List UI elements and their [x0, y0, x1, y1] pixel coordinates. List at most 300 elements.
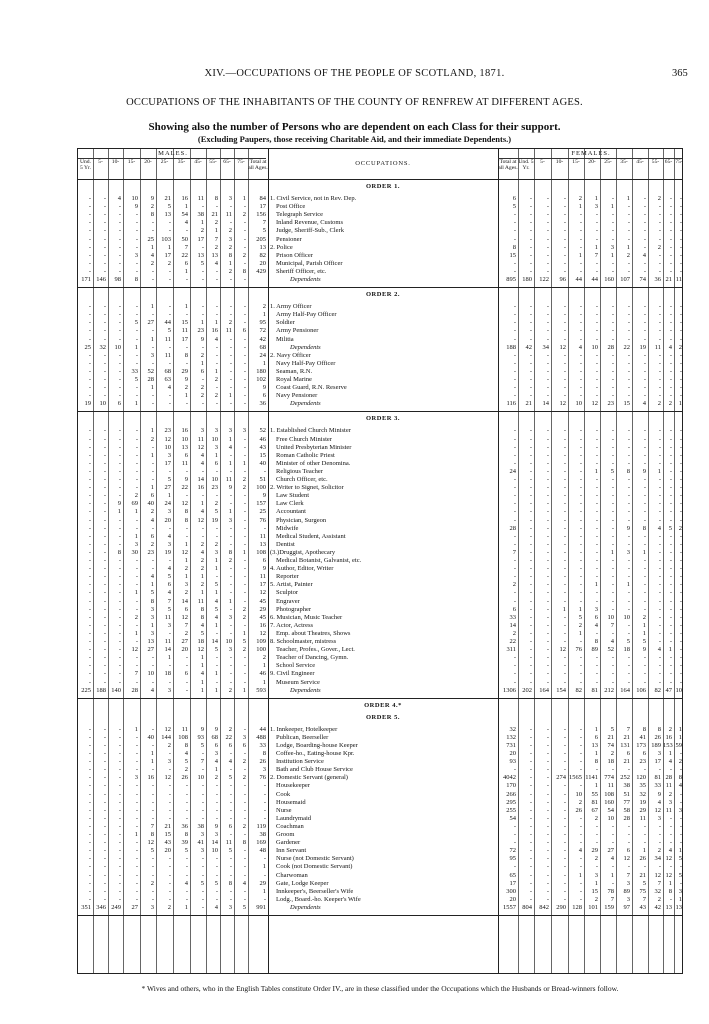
male-count-cell: - — [118, 327, 121, 335]
male-count-cell: - — [135, 211, 138, 219]
male-count-cell: - — [201, 203, 204, 211]
male-count-cell: 2 — [242, 646, 246, 654]
female-count-cell: - — [611, 629, 614, 637]
female-count-cell: 32 — [639, 790, 646, 798]
female-count-cell: - — [643, 766, 646, 774]
male-count-cell: 42 — [259, 335, 266, 343]
female-count-cell: - — [658, 557, 661, 564]
male-count-cell: - — [103, 733, 106, 741]
female-count-cell: 54 — [607, 806, 614, 814]
female-count-cell: - — [669, 476, 672, 483]
female-count-cell: - — [563, 573, 566, 581]
female-count-cell: - — [595, 335, 598, 343]
male-count-cell: 41 — [197, 839, 204, 847]
male-count-cell: - — [118, 251, 121, 259]
female-count-cell: 8 — [657, 725, 661, 733]
male-count-cell: - — [103, 573, 106, 581]
female-count-cell: - — [595, 319, 598, 327]
male-count-cell: - — [185, 467, 188, 475]
page-subtitle: Showing also the number of Persons who are dependent on each Class for their support. — [148, 121, 561, 133]
female-count-cell: - — [563, 203, 566, 211]
male-count-cell: 1 — [200, 359, 204, 367]
female-count-cell: - — [627, 367, 630, 375]
male-count-cell: 6 — [184, 605, 188, 613]
female-count-cell: - — [643, 532, 646, 540]
female-count-cell: - — [546, 508, 549, 516]
male-count-cell: - — [168, 678, 171, 686]
male-count-cell: 2 — [242, 774, 246, 782]
male-count-cell: 8 — [134, 276, 138, 283]
male-count-cell: - — [263, 814, 266, 822]
male-count-cell: - — [88, 203, 91, 211]
female-count-cell: - — [611, 484, 614, 492]
male-count-cell: 27 — [131, 903, 138, 911]
male-count-cell: 3 — [228, 427, 232, 435]
female-count-cell: 2 — [678, 343, 682, 351]
male-count-cell: 3 — [167, 508, 171, 516]
female-count-cell: - — [658, 392, 661, 400]
female-count-cell: - — [546, 654, 549, 662]
female-count-cell: 4 — [642, 251, 646, 259]
male-count-cell: 26 — [181, 774, 188, 782]
female-count-cell: - — [627, 451, 630, 459]
male-count-cell: 40 — [147, 500, 154, 508]
female-count-cell: - — [529, 532, 532, 540]
female-count-cell: 895 — [506, 276, 516, 283]
female-count-cell: - — [627, 565, 630, 573]
female-count-cell: - — [546, 597, 549, 605]
female-count-cell: - — [669, 500, 672, 508]
female-count-cell: - — [643, 451, 646, 459]
table-row — [78, 436, 684, 444]
female-count-cell: - — [669, 384, 672, 392]
male-count-cell: - — [243, 451, 246, 459]
male-count-cell: 38 — [259, 831, 266, 838]
male-count-cell: - — [88, 319, 91, 327]
female-count-cell: - — [669, 492, 672, 500]
female-count-cell: 804 — [522, 903, 532, 911]
male-count-cell: - — [243, 662, 246, 670]
male-count-cell: 4 — [167, 589, 171, 597]
male-count-cell: - — [135, 384, 138, 392]
female-count-cell: - — [546, 638, 549, 645]
dependents-row — [78, 344, 684, 352]
table-row — [78, 799, 684, 807]
male-count-cell: 3 — [228, 235, 232, 243]
female-count-cell: - — [595, 508, 598, 516]
male-count-cell: - — [88, 392, 91, 400]
female-count-cell: 26 — [639, 855, 646, 863]
female-count-cell: 1 — [594, 879, 598, 887]
male-count-cell: 32 — [99, 343, 106, 351]
male-count-cell: - — [88, 467, 91, 475]
male-count-cell: 1 — [134, 629, 138, 637]
male-count-cell: 2 — [150, 540, 154, 548]
male-count-cell: - — [135, 303, 138, 311]
female-count-cell: - — [627, 662, 630, 670]
female-count-cell: - — [611, 540, 614, 548]
male-count-cell: - — [185, 311, 188, 319]
female-count-cell: - — [563, 790, 566, 798]
male-count-cell: - — [243, 863, 246, 871]
male-count-cell: 11 — [225, 476, 232, 483]
male-count-cell: - — [243, 573, 246, 581]
male-count-cell: 2 — [150, 435, 154, 443]
male-count-cell: - — [243, 524, 246, 532]
female-count-cell: 12 — [665, 871, 672, 879]
male-count-cell: 68 — [164, 367, 171, 375]
female-count-cell: 6 — [594, 733, 598, 741]
male-count-cell: - — [135, 259, 138, 267]
male-count-cell: - — [103, 782, 106, 790]
male-count-cell: - — [229, 467, 232, 475]
female-count-cell: - — [679, 235, 682, 243]
female-count-cell: - — [679, 384, 682, 392]
male-count-cell: - — [135, 654, 138, 662]
female-count-cell: 311 — [506, 646, 516, 654]
female-count-cell: - — [513, 532, 516, 540]
male-count-cell: - — [243, 319, 246, 327]
female-count-cell: - — [579, 565, 582, 573]
male-count-cell: 10 — [147, 670, 154, 678]
male-count-cell: - — [243, 621, 246, 629]
female-count-cell: 19 — [639, 798, 646, 806]
male-count-cell: - — [103, 581, 106, 589]
male-count-cell: 108 — [178, 733, 188, 741]
female-count-cell: - — [669, 427, 672, 435]
male-count-cell: - — [88, 863, 91, 871]
female-count-cell: - — [563, 871, 566, 879]
male-count-cell: - — [118, 467, 121, 475]
female-count-cell: - — [611, 459, 614, 467]
female-count-cell: - — [579, 758, 582, 766]
female-count-cell: - — [529, 219, 532, 227]
male-count-cell: 2 — [228, 557, 232, 564]
female-count-cell: - — [579, 451, 582, 459]
female-count-cell: 3 — [678, 887, 682, 895]
male-count-cell: - — [201, 871, 204, 879]
female-count-cell: - — [579, 384, 582, 392]
female-count-cell: - — [513, 235, 516, 243]
male-count-cell: - — [151, 790, 154, 798]
female-count-cell: - — [611, 605, 614, 613]
male-count-cell: 2 — [184, 589, 188, 597]
male-count-cell: - — [243, 367, 246, 375]
male-count-cell: 76 — [259, 516, 266, 524]
male-count-cell: 6 — [242, 741, 246, 749]
male-count-cell: 3 — [150, 351, 154, 359]
female-count-cell: - — [529, 621, 532, 629]
male-count-cell: 12 — [197, 516, 204, 524]
female-count-cell: - — [529, 573, 532, 581]
female-count-cell: 2 — [657, 400, 661, 408]
female-count-cell: - — [627, 484, 630, 492]
female-count-cell: 3 — [594, 871, 598, 879]
female-count-cell: - — [513, 367, 516, 375]
female-count-cell: - — [546, 451, 549, 459]
occupation-label: Lodge, Boarding-house Keeper — [276, 741, 358, 749]
female-count-cell: - — [611, 427, 614, 435]
occupation-label: 7. Actor, Actress — [270, 621, 314, 629]
female-count-cell: - — [513, 589, 516, 597]
female-count-cell: 300 — [506, 887, 516, 895]
occupation-label: Bath and Club House Service — [276, 766, 353, 774]
female-count-cell: - — [643, 335, 646, 343]
female-count-cell: 11 — [639, 814, 646, 822]
male-count-cell: - — [88, 895, 91, 903]
female-count-cell: - — [658, 251, 661, 259]
male-count-cell: 2 — [228, 267, 232, 275]
female-count-cell: - — [679, 451, 682, 459]
female-count-cell: 731 — [506, 741, 516, 749]
male-count-cell: - — [215, 855, 218, 863]
male-count-cell: 29 — [259, 879, 266, 887]
female-count-cell: - — [627, 359, 630, 367]
male-count-cell: - — [243, 311, 246, 319]
male-count-cell: 5 — [200, 741, 204, 749]
male-count-cell: 45 — [259, 613, 266, 621]
male-count-cell: - — [168, 895, 171, 903]
male-count-cell: - — [243, 243, 246, 251]
female-count-cell: - — [611, 597, 614, 605]
female-count-cell: - — [579, 895, 582, 903]
male-count-cell: - — [118, 443, 121, 451]
female-count-cell: - — [595, 267, 598, 275]
female-count-cell: 5 — [678, 855, 682, 863]
female-count-cell: - — [643, 195, 646, 202]
female-count-cell: - — [579, 500, 582, 508]
male-count-cell: 20 — [164, 516, 171, 524]
female-count-cell: - — [679, 670, 682, 678]
female-count-cell: - — [546, 548, 549, 556]
occupation-label: 5. Artist, Painter — [270, 581, 313, 589]
male-count-cell: - — [88, 766, 91, 774]
male-count-cell: 4 — [200, 451, 204, 459]
female-count-cell: - — [546, 427, 549, 435]
male-count-cell: - — [215, 524, 218, 532]
male-count-cell: 52 — [259, 427, 266, 435]
table-row — [78, 252, 684, 260]
female-count-cell: 1 — [642, 629, 646, 637]
male-count-cell: - — [118, 798, 121, 806]
female-count-cell: 10 — [607, 814, 614, 822]
female-count-cell: 17 — [654, 758, 661, 766]
male-count-cell: - — [103, 814, 106, 822]
female-count-cell: - — [529, 557, 532, 564]
footnote: * Wives and others, who in the English Tables constitute Order IV., are in these classified under the Occupations which the Husbands or Bread-winners follow. — [141, 984, 619, 993]
table-row — [78, 581, 684, 589]
male-count-cell: - — [118, 646, 121, 654]
male-count-cell: - — [88, 597, 91, 605]
male-count-cell: 19 — [84, 400, 91, 408]
male-count-cell: 1 — [200, 500, 204, 508]
female-count-cell: - — [563, 670, 566, 678]
female-count-cell: - — [529, 822, 532, 830]
male-count-cell: 5 — [262, 227, 266, 235]
male-count-cell: - — [88, 259, 91, 267]
table-row — [78, 303, 684, 311]
male-count-cell: - — [88, 384, 91, 392]
table-row — [78, 679, 684, 687]
male-count-cell: 180 — [256, 367, 266, 375]
male-count-cell: 1 — [134, 589, 138, 597]
male-count-cell: - — [243, 847, 246, 855]
male-count-cell: - — [135, 359, 138, 367]
female-count-cell: 11 — [675, 276, 682, 283]
female-age-column-header: 45- — [636, 159, 644, 165]
female-count-cell: - — [627, 219, 630, 227]
female-count-cell: - — [513, 303, 516, 311]
male-count-cell: 2 — [242, 251, 246, 259]
male-count-cell: 2 — [214, 392, 218, 400]
male-count-cell: 17 — [164, 251, 171, 259]
male-count-cell: - — [263, 798, 266, 806]
female-count-cell: - — [679, 814, 682, 822]
male-count-cell: - — [215, 400, 218, 408]
male-count-cell: 6 — [262, 557, 266, 564]
female-count-cell: - — [679, 565, 682, 573]
table-row — [78, 484, 684, 492]
male-count-cell: 2 — [167, 903, 171, 911]
occupation-label: Army Pensioner — [276, 327, 319, 335]
female-count-cell: - — [669, 839, 672, 847]
male-count-cell: 8 — [242, 267, 246, 275]
male-count-cell: - — [88, 267, 91, 275]
female-count-cell: 255 — [506, 806, 516, 814]
male-count-cell: 5 — [167, 203, 171, 211]
female-count-cell: 2 — [578, 621, 582, 629]
female-count-cell: 96 — [559, 276, 566, 283]
male-count-cell: 12 — [164, 725, 171, 733]
female-count-cell: 1 — [594, 195, 598, 202]
male-count-cell: 9 — [262, 384, 266, 392]
female-count-cell: 42 — [525, 343, 532, 351]
male-count-cell: 51 — [259, 476, 266, 483]
female-count-cell: 47 — [665, 686, 672, 694]
male-count-cell: - — [151, 327, 154, 335]
male-count-cell: 1 — [242, 629, 246, 637]
female-count-cell: - — [563, 766, 566, 774]
female-count-cell: - — [679, 557, 682, 564]
male-count-cell: 1 — [150, 758, 154, 766]
female-count-cell: - — [595, 500, 598, 508]
page-number: 365 — [672, 68, 688, 79]
female-count-cell: - — [679, 211, 682, 219]
male-count-cell: - — [88, 581, 91, 589]
female-count-cell: - — [669, 351, 672, 359]
male-count-cell: 100 — [256, 646, 266, 654]
female-count-cell: - — [546, 435, 549, 443]
male-count-cell: 23 — [197, 327, 204, 335]
male-count-cell: 1 — [214, 319, 218, 327]
male-count-cell: 25 — [259, 508, 266, 516]
male-count-cell: 5 — [214, 508, 218, 516]
male-count-cell: 2 — [184, 766, 188, 774]
male-count-cell: - — [185, 871, 188, 879]
male-count-cell: 205 — [256, 235, 266, 243]
female-count-cell: - — [563, 863, 566, 871]
female-count-cell: - — [546, 251, 549, 259]
table-row — [78, 541, 684, 549]
male-count-cell: - — [215, 467, 218, 475]
male-count-cell: - — [168, 629, 171, 637]
female-count-cell: - — [658, 605, 661, 613]
female-count-cell: - — [679, 638, 682, 645]
female-count-cell: - — [643, 516, 646, 524]
male-count-cell: 4 — [150, 516, 154, 524]
male-count-cell: - — [135, 565, 138, 573]
female-count-cell: - — [579, 557, 582, 564]
male-count-cell: - — [135, 822, 138, 830]
female-count-cell: - — [643, 654, 646, 662]
male-count-cell: - — [118, 235, 121, 243]
female-count-cell: 290 — [556, 903, 566, 911]
males-header: MALES. — [158, 150, 188, 157]
male-count-cell: 12 — [197, 443, 204, 451]
male-count-cell: 95 — [259, 319, 266, 327]
male-count-cell: 1 — [228, 435, 232, 443]
male-count-cell: - — [118, 532, 121, 540]
male-count-cell: - — [215, 359, 218, 367]
female-count-cell: 116 — [506, 400, 516, 408]
female-count-cell: - — [658, 435, 661, 443]
male-count-cell: - — [88, 879, 91, 887]
male-count-cell: - — [243, 766, 246, 774]
male-count-cell: 1 — [117, 508, 121, 516]
female-count-cell: 23 — [639, 758, 646, 766]
male-count-cell: 2 — [184, 629, 188, 637]
female-count-cell: 1 — [610, 203, 614, 211]
male-count-cell: - — [229, 629, 232, 637]
male-count-cell: 27 — [164, 484, 171, 492]
female-count-cell: - — [627, 392, 630, 400]
female-count-cell: 12 — [591, 400, 598, 408]
male-count-cell: - — [118, 895, 121, 903]
female-count-cell: - — [546, 335, 549, 343]
occupation-label: Midwife — [276, 524, 299, 532]
female-count-cell: 32 — [654, 887, 661, 895]
male-count-cell: - — [118, 376, 121, 383]
female-count-cell: - — [513, 839, 516, 847]
male-count-cell: - — [118, 476, 121, 483]
female-count-cell: - — [679, 427, 682, 435]
male-count-cell: - — [103, 895, 106, 903]
male-count-cell: 98 — [114, 276, 121, 283]
female-count-cell: 20 — [509, 895, 516, 903]
male-count-cell: - — [88, 847, 91, 855]
male-count-cell: 11 — [197, 435, 204, 443]
male-count-cell: 9 — [228, 484, 232, 492]
female-count-cell: - — [513, 451, 516, 459]
female-count-cell: - — [595, 367, 598, 375]
female-count-cell: 82 — [575, 686, 582, 694]
female-count-cell: 81 — [591, 686, 598, 694]
male-count-cell: 23 — [147, 548, 154, 556]
occupation-label: Nurse (not Domestic Servant) — [276, 855, 354, 863]
male-count-cell: 1 — [167, 492, 171, 500]
male-count-cell: - — [103, 359, 106, 367]
female-count-cell: - — [546, 311, 549, 319]
female-count-cell: - — [658, 303, 661, 311]
occupation-label: Religious Teacher — [276, 467, 323, 475]
male-count-cell: 9 — [117, 500, 121, 508]
male-count-cell: 3 — [214, 427, 218, 435]
female-count-cell: - — [546, 195, 549, 202]
female-count-cell: - — [529, 879, 532, 887]
occupation-label: Militia — [276, 335, 294, 343]
male-count-cell: - — [118, 887, 121, 895]
female-count-cell: - — [669, 548, 672, 556]
